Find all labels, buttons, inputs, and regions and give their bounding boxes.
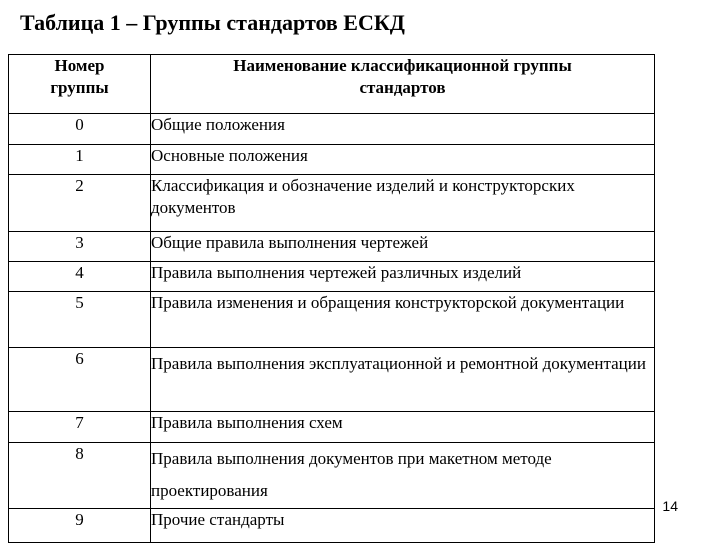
table-row [9,348,655,412]
table-row [9,509,655,543]
group-name: Основные положения [151,145,655,175]
group-number: 3 [9,232,151,262]
group-name: Классификация и обозначение изделий и конструкторских документов [151,175,655,232]
table-row [9,262,655,292]
header-number-line-2: группы [50,78,109,97]
group-number: 0 [9,114,151,145]
table-row [9,292,655,348]
group-name: Правила изменения и обращения конструкторской документации [151,292,655,348]
group-name: Правила выполнения эксплуатационной и ремонтной документации [151,348,655,412]
table-row [9,443,655,509]
header-group-number [9,55,151,114]
group-number: 5 [9,292,151,348]
group-number: 2 [9,175,151,232]
table-row [9,114,655,145]
group-number: 7 [9,412,151,443]
group-number: 1 [9,145,151,175]
header-number-line-1: Номер [54,56,105,75]
page-number: 14 [662,498,678,514]
group-number: 9 [9,509,151,543]
header-name-line-2: стандартов [359,78,446,97]
table-row [9,412,655,443]
table-title: Таблица 1 – Группы стандартов ЕСКД [20,10,405,35]
group-number: 6 [9,348,151,412]
group-number: 4 [9,262,151,292]
group-name: Общие правила выполнения чертежей [151,232,655,262]
table-row [9,145,655,175]
group-name: Правила выполнения документов при макетном методе проектирования [151,443,655,509]
eskd-groups-table [8,54,655,543]
group-number: 8 [9,443,151,509]
table-row [9,175,655,232]
group-name: Правила выполнения чертежей различных изделий [151,262,655,292]
group-name: Прочие стандарты [151,509,655,543]
header-group-name [151,55,655,114]
header-name-line-1: Наименование классификационной группы [233,56,572,75]
group-name: Общие положения [151,114,655,145]
table-row [9,232,655,262]
group-name: Правила выполнения схем [151,412,655,443]
